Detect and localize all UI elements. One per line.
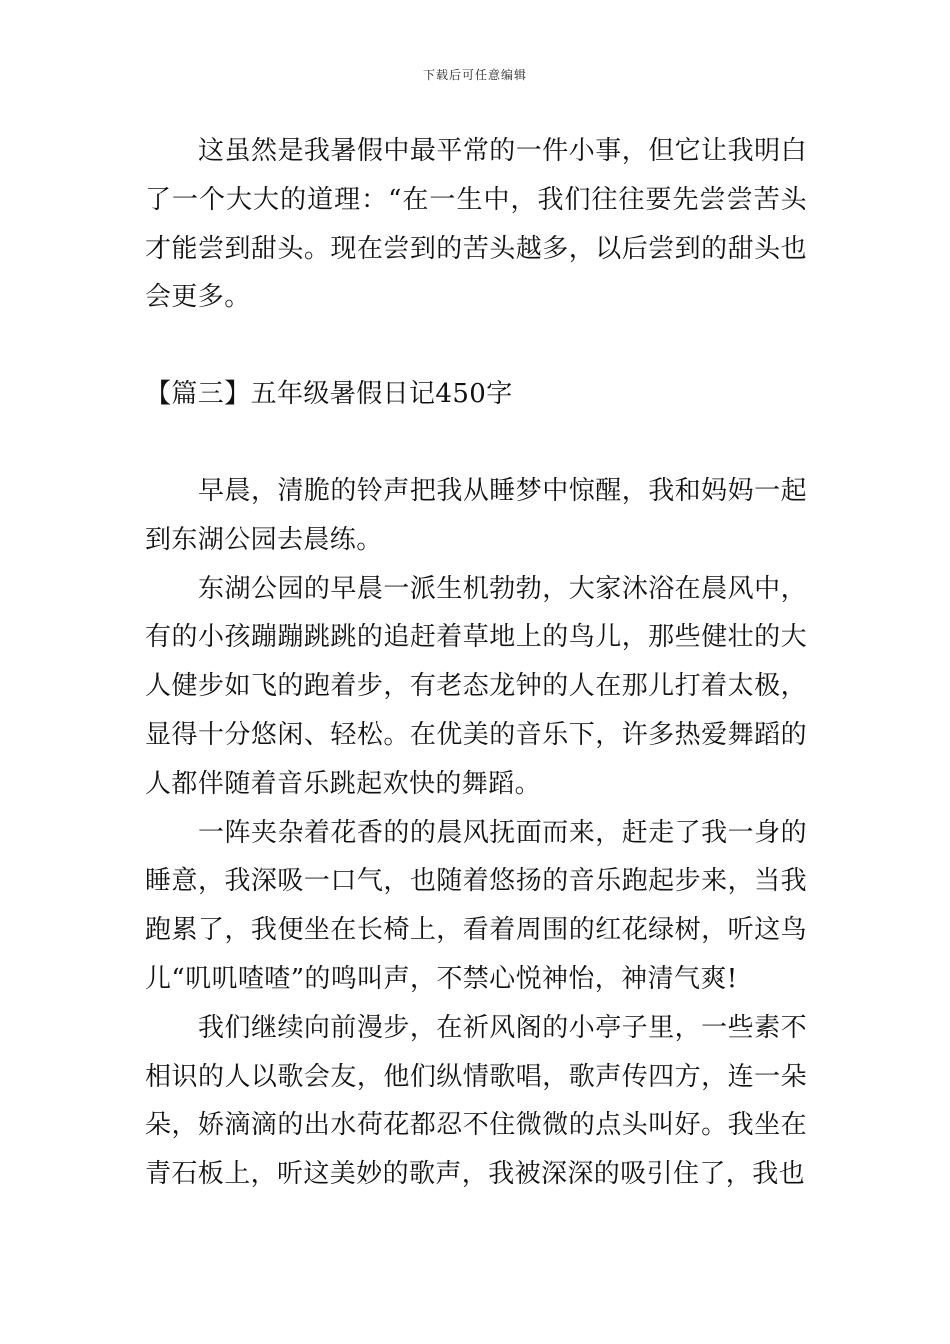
page-header-note: 下载后可任意编辑	[422, 68, 527, 82]
paragraph-morning: 早晨，清脆的铃声把我从睡梦中惊醒，我和妈妈一起到东湖公园去晨练。	[145, 475, 807, 555]
document-body	[145, 127, 807, 1199]
paragraph-morning-breeze: 一阵夹杂着花香的的晨风抚面而来，赶走了我一身的睡意，我深吸一口气，也随着悠扬的音乐跑起步来，当我跑累了，我便坐在长椅上，看着周围的红花绿树，听这鸟儿“叽叽喳喳”的鸣叫声，不禁心悦神怡，神清气爽!	[145, 817, 807, 994]
paragraph-pavilion-singing: 我们继续向前漫步，在祈风阁的小亭子里，一些素不相识的人以歌会友，他们纵情歌唱，歌声传四方，连一朵朵，娇滴滴的出水荷花都忍不住微微的点头叫好。我坐在青石板上，听这美妙的歌声，我被深深的吸引住了，我也	[145, 1012, 807, 1190]
section-heading: 【篇三】五年级暑假日记450字	[145, 379, 513, 410]
paragraph-park-scene: 东湖公园的早晨一派生机勃勃，大家沐浴在晨风中，有的小孩蹦蹦跳跳的追赶着草地上的鸟儿，那些健壮的大人健步如飞的跑着步，有老态龙钟的人在那儿打着太极，显得十分悠闲、轻松。在优美的音乐下，许多热爱舞蹈的人都伴随着音乐跳起欢快的舞蹈。	[145, 573, 807, 799]
paragraph-closing-lesson: 这虽然是我暑假中最平常的一件小事，但它让我明白了一个大大的道理：“在一生中，我们往往要先尝尝苦头才能尝到甜头。现在尝到的苦头越多，以后尝到的甜头也会更多。	[145, 136, 807, 313]
